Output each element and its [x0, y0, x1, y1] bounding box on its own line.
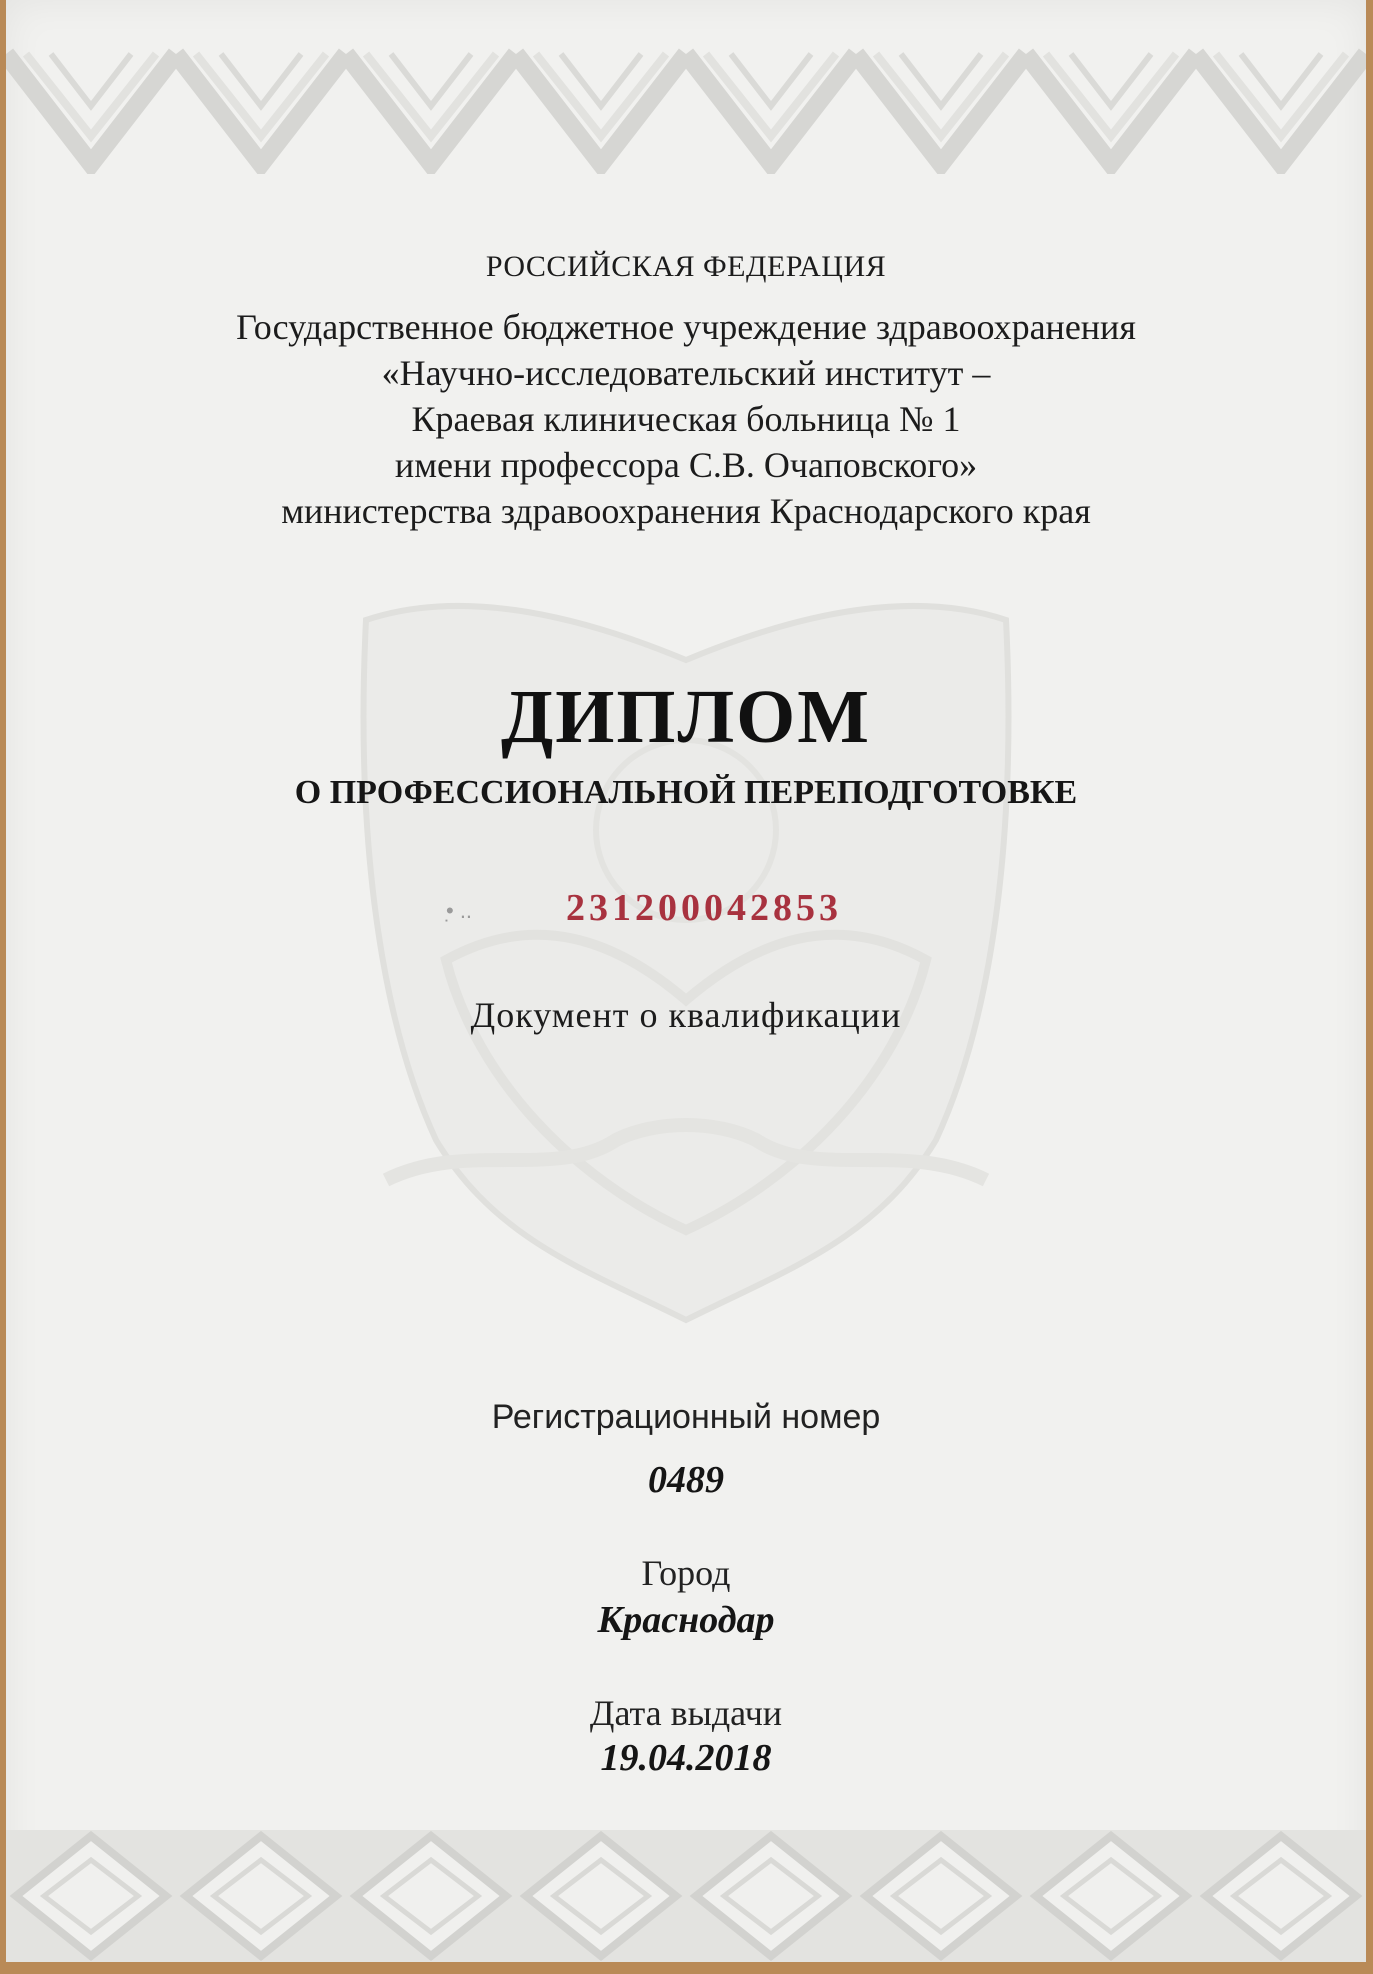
- institution-line: Государственное бюджетное учреждение здравоохранения: [236, 307, 1136, 347]
- issue-date-label: Дата выдачи: [589, 1693, 783, 1733]
- diploma-title: ДИПЛОМ: [501, 675, 871, 759]
- serial-prefix-mark-icon: •̣ ..: [446, 898, 473, 923]
- chevron-ornament-icon: [6, 44, 1366, 174]
- bottom-ornament-band: [6, 1830, 1366, 1962]
- diamond-ornament-icon: [6, 1830, 1366, 1962]
- issue-date-value: 19.04.2018: [600, 1737, 772, 1779]
- country-heading: РОССИЙСКАЯ ФЕДЕРАЦИЯ: [485, 250, 887, 283]
- institution-line: Краевая клиническая больница № 1: [411, 399, 961, 439]
- top-ornament-band: [6, 44, 1366, 174]
- city-value: Краснодар: [597, 1599, 775, 1641]
- diploma-subtitle: О ПРОФЕССИОНАЛЬНОЙ ПЕРЕПОДГОТОВКЕ: [294, 774, 1078, 811]
- institution-line: «Научно-исследовательский институт –: [381, 353, 991, 393]
- registration-number-value: 0489: [648, 1459, 724, 1501]
- document-kind: Документ о квалификации: [470, 995, 902, 1035]
- institution-line: имени профессора С.В. Очаповского»: [394, 445, 978, 485]
- institution-line: министерства здравоохранения Краснодарского края: [281, 491, 1091, 531]
- diploma-sheet: [6, 0, 1366, 1962]
- serial-number: 231200042853: [566, 887, 842, 929]
- city-label: Город: [641, 1553, 731, 1593]
- registration-number-label: Регистрационный номер: [491, 1398, 881, 1436]
